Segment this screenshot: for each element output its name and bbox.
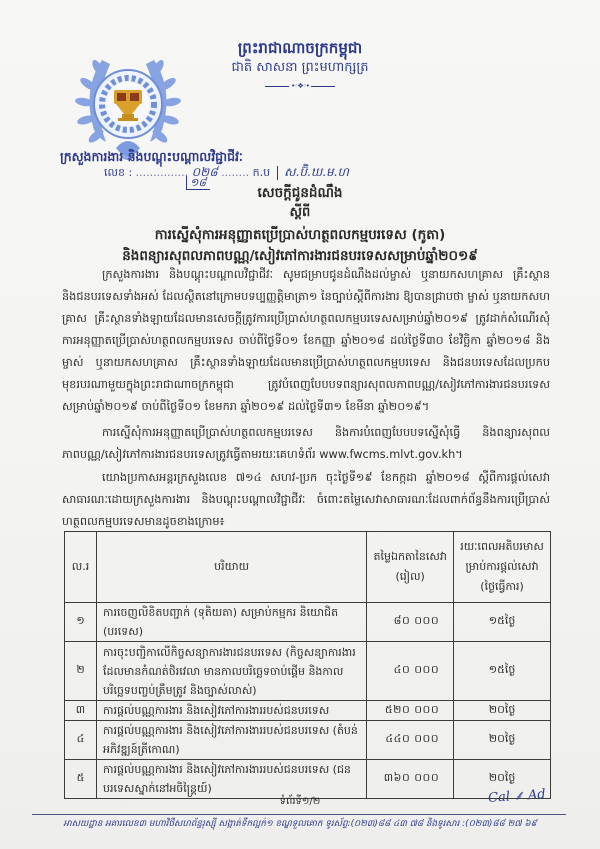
paragraph-2 [62,422,550,466]
table-row [65,603,551,642]
ministry-name: ក្រសួងការងារ និងបណ្តុះបណ្តាលវិជ្ជាជីវៈ [60,149,243,164]
reference-number-line [104,164,349,181]
table-header-row [65,532,551,603]
cell-duration: ១៥ថ្ងៃ [454,642,551,701]
reference-sub-handwritten: ១៨ [186,176,210,190]
cell-description: ការចុះបញ្ជិកាលើកិច្ចសន្យាការងារជនបរទេស (កិច្ចសន្យាការងារដែលមានកំណត់ថិរវេលា មានកាលបរិច្ឆេទចាប់ផ្តើម និងកាលបរិច្ឆេទបញ្ចប់ត្រឹមត្រូវ និងច្បាស់លាស់) [96,642,366,701]
cell-description: ការផ្តល់បណ្ណការងារ និងសៀវភៅការងាររបស់ជនបរទេស [96,701,366,721]
table-row [65,760,551,799]
reference-dots-right: ........ [221,166,250,179]
header-fee: តម្លៃឯកតានៃសេវា (រៀល) [367,532,454,603]
table-row [65,721,551,760]
header-no: ល.រ [65,532,97,603]
cell-fee: ៨០ ០០០ [367,603,454,642]
cell-duration: ១៥ថ្ងៃ [454,603,551,642]
footer-divider [32,814,566,815]
cell-no: ១ [65,603,97,642]
cell-description: ការផ្តល់បណ្ណការងារ និងសៀវភៅការងាររបស់ជនបរទេស (ជនបរទេសស្នាក់នៅអចិន្ត្រៃយ៍) [96,760,366,799]
ornamental-divider [265,82,335,90]
kingdom-motto: ជាតិ សាសនា ព្រះមហាក្សត្រ [231,60,369,75]
kingdom-header [200,38,400,90]
footer-address: អាសយដ្ឋាន អគារលេខ៣ មហាវិថីសហព័ន្ធរុស្ស៊ី សង្កាត់ទឹកល្អក់១ ខណ្ឌទួលគោក ទូរស័ព្ទ:(០២៣)៨៨ ៤៣ ៧៨ និងទូរសារ :(០២៣)៨៨ ២៧ ៦៩ [63,819,537,829]
cell-duration: ២០ថ្ងៃ [454,760,551,799]
cell-fee: ៤០ ០០០ [367,642,454,701]
signature-initials: Cal ⸙ Ad [487,787,547,806]
paragraph-2-text: ការស្នើសុំការអនុញ្ញាតប្រើប្រាស់ហត្ថពលកម្មបរទេស និងការបំពេញបែបបទស្នើសុំធ្វើ និងពន្យារសុពលភាពបណ្ណ/សៀវភៅការងារជនបរទេសត្រូវធ្វើតាមរយៈគេហទំព័រ www.fwcms.mlvt.gov.kh។ [62,426,550,461]
about-label: ស្តីពី [289,205,311,220]
cell-duration: ២០ថ្ងៃ [454,701,551,721]
service-fee-table [64,531,551,799]
page-number: ទំព័រទី១/២ [279,796,321,807]
paragraph-1-text: ក្រសួងការងារ និងបណ្តុះបណ្តាលវិជ្ជាជីវៈ សូមជម្រាបជូនដំណឹងដល់ម្ចាស់ ឬនាយកសហគ្រាស គ្រឹះស្ថាន និងជនបរទេសទាំងអស់ ដែលស្ថិតនៅក្រោមបទប្បញ្ញត្តិមាត្រា១ នៃច្បាប់ស្តីពីការងារ ឱ្យបានជ្រាបថា ម្ចាស់ ឬនាយកសហគ្រាស គ្រឹះស្ថានទាំងឡាយដែលមានសេចក្តីត្រូវការប្រើប្រាស់ហត្ថពលកម្មបរទេសសម្រាប់ឆ្នាំ២០១៩ ត្រូវដាក់សំណើរសុំការអនុញ្ញាតប្រើប្រាស់ហត្ថពលកម្មបរទេស ចាប់ពីថ្ងៃទី០១ ខែកញ្ញា ឆ្នាំ២០១៨ ដល់ថ្ងៃទី៣០ ខែវិច្ឆិកា ឆ្នាំ២០១៨ និងម្ចាស់ ឬនាយកសហគ្រាស គ្រឹះស្ថានទាំងឡាយដែលមានប្រើប្រាស់ហត្ថពលកម្មបរទេស និងជនបរទេសដែលប្រកបមុខរបរណាមួយក្នុងព្រះរាជាណាចក្រកម្ពុជា ត្រូវបំពេញបែបបទពន្យារសុពលភាពបណ្ណ/សៀវភៅការងារជនបរទេសសម្រាប់ឆ្នាំ២០១៩ ចាប់ពីថ្ងៃទី០១ ខែមករា ឆ្នាំ២០១៩ ដល់ថ្ងៃទី៣១ ខែមីនា ឆ្នាំ២០១៩។ [62,268,550,413]
cell-description: ការចេញលិខិតបញ្ជាក់ (ទុតិយតា) សម្រាប់កម្មករ និយោជិត (បរទេស) [96,603,366,642]
reference-separator [277,166,278,180]
cell-fee: ៣៦០ ០០០ [367,760,454,799]
cell-description: ការផ្តល់បណ្ណការងារ និងសៀវភៅការងាររបស់ជនបរទេស (តំបន់អភិវឌ្ឍន៍ត្រីកោណ) [96,721,366,760]
paragraph-3-text: យោងប្រកាសអន្តរក្រសួងលេខ ៧១៤ សហវ-ប្រក ចុះថ្ងៃទី១៩ ខែកក្កដា ឆ្នាំ២០១៨ ស្តីពីការផ្តល់សេវាសាធារណៈដោយក្រសួងការងារ និងបណ្តុះបណ្តាលវិជ្ជាជីវៈ ចំពោះតម្លៃសេវាសាធារណៈដែលពាក់ព័ន្ធនឹងការប្រើប្រាស់ហត្ថពលកម្មបរទេសមានដូចខាងក្រោម៖ [62,471,550,528]
cell-no: ៥ [65,760,97,799]
reference-label: លេខ : [104,166,133,179]
cell-fee: ៥២០ ០០០ [367,701,454,721]
subject-line-1: ការស្នើសុំការអនុញ្ញាតប្រើប្រាស់ហត្ថពលកម្មបរទេស (កូតា) [154,227,446,243]
header-duration: រយៈពេលអតិបរមាសម្រាប់ការផ្តល់សេវា (ថ្ងៃធ្វើការ) [454,532,551,603]
cell-no: ៣ [65,701,97,721]
cell-no: ៤ [65,721,97,760]
cell-fee: ៤៤០ ០០០ [367,721,454,760]
reference-suffix: ស.ប៊ិ.ឃ.ម.ហ [284,165,349,179]
divider-ornament-icon: •◦❖◦• [289,82,311,90]
reference-dots-left: ............... [135,166,189,179]
cell-no: ២ [65,642,97,701]
paragraph-3 [62,467,550,533]
table-row [65,642,551,701]
paragraph-1 [62,264,550,418]
reference-number-handwritten: ០២៨ [191,165,218,179]
table-row [65,701,551,721]
reference-code: ក.ប [252,166,271,179]
header-description: បរិយាយ [96,532,366,603]
cell-duration: ២០ថ្ងៃ [454,721,551,760]
notice-title: សេចក្តីជូនដំណឹង [257,185,343,201]
kingdom-title: ព្រះរាជាណាចក្រកម្ពុជា [237,39,363,57]
subject-line-2: និងពន្យារសុពលភាពបណ្ណ/សៀវភៅការងារជនបរទេសសម្រាប់ឆ្នាំ២០១៩ [122,248,478,264]
